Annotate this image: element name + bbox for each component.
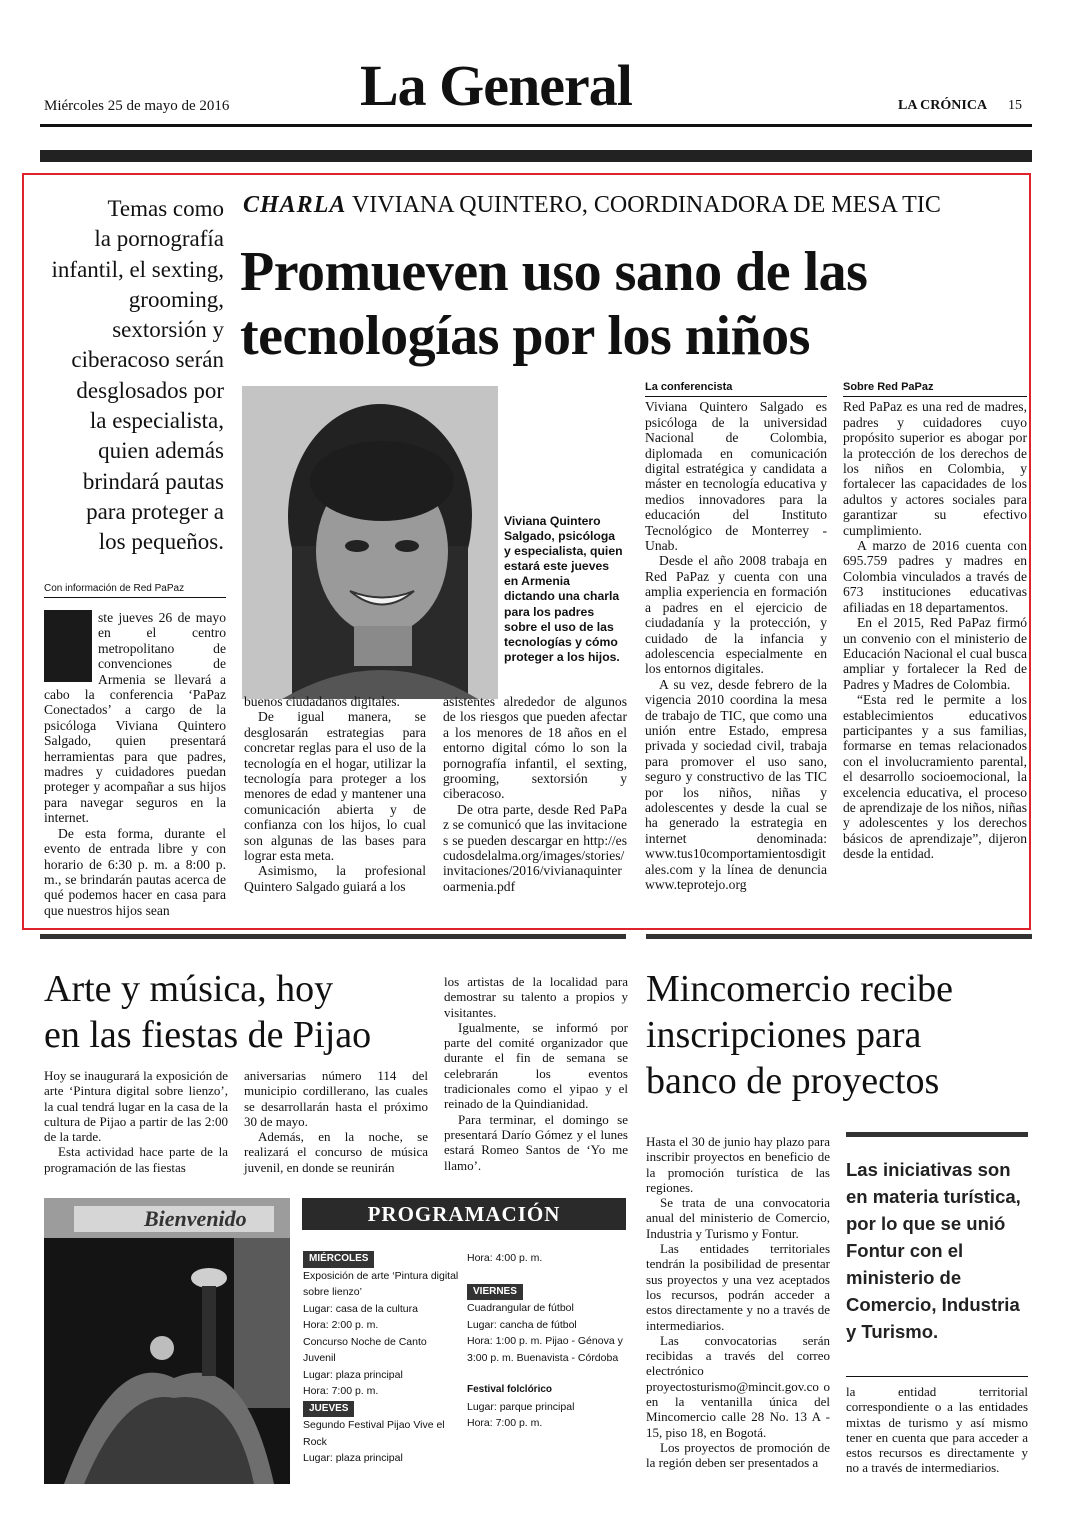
paragraph: la entidad territorial correspondiente o a las entidades mixtas de turismo y así mismo tener en cuenta que para acceder a estos recursos es directamente y no a través de intermediarios. [846,1384,1028,1476]
section-divider [40,934,626,939]
paragraph: Esta actividad hace parte de la programación de las fiestas [44,1144,228,1175]
paragraph: Hasta el 30 de junio hay plazo para inscribir proyectos en beneficio de la promoción turística de las regiones. [646,1134,830,1195]
headline-line-1: Promueven uso sano de las [240,241,868,303]
headline-line-3: banco de proyectos [646,1060,940,1102]
paragraph: Red PaPaz es una red de madres, padres y cuidadores cuyo propósito superior es abogar por la protección de los derechos de los niños en Colombia, y fortalecer las capacidades de los adultos y actores sociales para garantizar su efectivo cumplimiento. [843,399,1027,538]
section-heading: La conferencista [645,380,827,397]
paragraph: buenos ciudadanos digitales. [244,694,400,709]
prog-day: MIÉRCOLES [303,1251,374,1268]
prog-line: sobre lienzo’ [303,1286,362,1298]
prog-line: Hora: 4:00 p. m. [467,1252,543,1264]
prog-line: Hora: 1:00 p. m. Pijao - Génova y [467,1335,623,1347]
prog-day: VIERNES [467,1284,523,1301]
info-credit: Con información de Red PaPaz [44,583,226,598]
drop-cap: E [44,610,92,680]
paragraph: Hoy se inaugurará la exposición de arte ‘Pintura digital sobre lienzo’, la cual tendrá lugar en la casa de la cultura de Pijao a partir de las 2:00 de la tarde. [44,1068,228,1145]
prog-line: Lugar: plaza principal [303,1368,403,1381]
deck-line: ciberacoso serán [71,347,224,373]
section-title: La General [360,53,632,118]
article-column-4 [645,380,827,892]
arte-headline [44,966,371,1058]
paragraph: Igualmente, se informó por parte del comité organizador que durante el fin de semana se celebrarán los eventos tradicionales como el yipao y el reinado de la Quindianidad. [444,1019,628,1112]
prog-line: Lugar: plaza principal [303,1452,403,1464]
paper-name: LA CRÓNICA [898,98,988,113]
deck-line: desglosados por [76,377,224,403]
paragraph: A su vez, desde febrero de la vigencia 2010 coordina la mesa de trabajo de TIC, que como una unión entre Estado, empresa privada y sociedad civil, trabaja para promover el uso sano, seguro y constructivo de las TIC por los niños, niñas y adolescentes y desde la cual se ha generado la estrategia en internet denominada: www.tus10comportamientosdigitales.com y la línea de denuncia www.teprotejo.org [645,676,827,892]
paragraph: Desde el año 2008 trabaja en Red PaPaz y cuenta con una amplia experiencia en formación a padres en el ejercicio de ciudadanía y la protección, y cuidado de la infancia y adolescencia especialmente en los entornos digitales. [645,553,827,677]
paragraph: De esta forma, durante el evento de entrada libre y con horario de 6:30 p. m. a 8:00 p. m., se brindarán pautas acerca de qué podemos hacer en casa para que nuestros hijos sean [44,825,226,918]
pull-quote: Las iniciativas son en materia turística, por lo que se unió Fontur con el ministerio de Comercio, Industria y Turismo. [846,1159,1021,1342]
paragraph: De otra parte, desde Red PaPaz se comunicó que las invitaciones se pueden descargar en http://escudosdelalma.org/images/stories/invitaciones/2016/vivianaquinteroarmenia.pdf [443,801,627,894]
paragraph: asistentes alrededor de algunos de los riesgos que pueden afectar a los menores de 18 años en el entorno digital cómo lo son la pornografía infantil, el sexting, grooming, sextorsión y ciberacoso. [443,694,627,802]
section-divider [646,934,1032,939]
arte-column-2 [244,1068,428,1175]
header-date: Miércoles 25 de mayo de 2016 [44,98,230,114]
photo-caption: Viviana Quintero Salgado, psicóloga y especialista, quien estará este jueves en Armenia dictando una charla para los padres sobre el uso de las tecnologías y cómo proteger a los hijos. [504,514,623,664]
pullquote-rule [846,1132,1028,1137]
prog-line: Lugar: cancha de fútbol [467,1318,577,1331]
prog-line: Hora: 2:00 p. m. [303,1319,379,1331]
programacion-right [467,1250,627,1432]
deck-line: sextorsión y [112,317,224,343]
paragraph: De igual manera, se desglosarán estrategias para concretar reglas para el uso de la tecnología en el hogar, utilizar la tecnología para proteger a los menores de edad y mantener una comunicación abierta y de confianza con los hijos, lo cual son algunas de las bases para lograr esta meta. [244,709,426,864]
deck-line: para proteger a [86,498,224,524]
article-headline [240,240,867,368]
header-rule-thick [40,150,1032,162]
paragraph: Viviana Quintero Salgado es psicóloga de la universidad Nacional de Colombia, diplomada en comunicación digital estratégica y candidata a máster en tecnología educativa y medios innovadores para la educación del Instituto Tecnológico de Monterrey - Unab. [645,399,827,554]
kicker-text: VIVIANA QUINTERO, COORDINADORA DE MESA TIC [351,192,941,218]
paragraph: “Esta red le permite a los establecimientos educativos participantes y a sus familias, formarse en temas relacionados con el involucramiento parental, el desarrollo socioemocional, la excelencia educativa, el proceso de aprendizaje de los niños, niñas y adolescentes y los derechos básicos de aprendizaje”, dijeron desde la entidad. [843,692,1027,862]
prog-day-label [467,1283,627,1301]
portrait-photo [242,386,498,699]
deck-line: grooming, [128,286,224,312]
article-kicker [243,192,941,219]
deck-line: la especialista, [89,408,224,434]
prog-gap [467,1366,627,1382]
prog-day-label [303,1400,461,1418]
paragraph: Para terminar, el domingo se presentará Darío Gómez y el lunes estará Romeo Santos de ‘Yo me llamo’. [444,1111,628,1173]
article-column-3 [443,694,627,894]
arte-column-3 [444,974,628,1173]
headline-line-1: Mincomercio recibe [646,968,954,1010]
paragraph: Los proyectos de promoción de la región deben ser presentados a [646,1439,830,1471]
article-deck [38,194,224,558]
paragraph: los artistas de la localidad para demostrar su talento a propios y visitantes. [444,974,628,1020]
article-column-5 [843,380,1027,862]
page-number: 15 [1008,98,1022,113]
dance-photo [44,1198,290,1484]
prog-line: Cuadrangular de fútbol [467,1302,574,1314]
prog-line: Hora: 7:00 p. m. [303,1385,379,1397]
deck-line: brindará pautas [82,468,224,494]
paragraph: Las convocatorias serán recibidas a través del correo electrónico proyectosturismo@mincit.gov.co o en la ventanilla única del Mincomercio calle 28 No. 13 A - 15, piso 18, en Bogotá. [646,1332,830,1440]
deck-line: quien además [98,438,224,464]
article-column-2 [244,694,426,894]
prog-day-label [303,1250,461,1268]
minco-column-1 [646,1134,830,1471]
prog-subtitle: Festival folclórico [467,1384,553,1395]
prog-rows-left [303,1250,461,1467]
prog-line: Concurso Noche de Canto Juvenil [303,1335,427,1364]
paragraph: Asimismo, la profesional Quintero Salgado guiará a los [244,863,426,894]
arte-column-1 [44,1068,228,1175]
programacion-title: PROGRAMACIÓN [302,1198,626,1230]
paragraph: A marzo de 2016 cuenta con 695.759 padres y madres en Colombia vinculados a través de 673 instituciones educativas afiliadas en 18 departamentos. [843,538,1027,615]
paragraph: ste jueves 26 de mayo en el centro metropolitano de convenciones de Armenia se llevará a cabo la conferencia ‘PaPaz Conectados’ a cargo de la psicóloga Viviana Quintero Salgado, quien presentará herramientas para que padres, madres y cuidadores puedan proteger y acompañar a sus hijos para navegar seguros en la internet. [44,610,226,826]
pullquote-rule [846,1376,1028,1377]
headline-line-2: tecnologías por los niños [240,305,810,367]
prog-line: Hora: 7:00 p. m. [467,1417,543,1429]
paragraph: Además, en la noche, se realizará el concurso de música juvenil, en donde se reunirán [244,1129,428,1175]
header-rule [40,124,1032,127]
deck-line: infantil, el sexting, [51,256,224,282]
prog-gap [467,1267,627,1283]
prog-line: Exposición de arte ‘Pintura digital [303,1269,459,1282]
prog-day: JUEVES [303,1401,354,1418]
prog-line: Segundo Festival Pijao Vive el Rock [303,1419,445,1448]
headline-line-2: inscripciones para [646,1014,922,1056]
paragraph: aniversarias número 114 del municipio cordillerano, las cuales se desarrollarán hasta el próximo 30 de mayo. [244,1068,428,1129]
photo-banner-text: Bienvenido [144,1206,247,1231]
paragraph: Las entidades territoriales tendrán la posibilidad de presentar sus proyectos y una vez aceptados los recursos, podrán acceder a estos directamente y no a través de intermediarios. [646,1241,830,1333]
minco-column-2 [846,1384,1028,1476]
section-heading: Sobre Red PaPaz [843,380,1027,397]
prog-line: Lugar: casa de la cultura [303,1302,418,1315]
kicker-label: CHARLA [243,192,347,218]
deck-line: Temas como [107,196,224,221]
paragraph: Se trata de una convocatoria anual del ministerio de Comercio, Industria y Turismo y Fontur. [646,1195,830,1241]
programacion-left [303,1250,461,1467]
headline-line-1: Arte y música, hoy [44,968,334,1010]
prog-rows-right [467,1250,627,1432]
deck-line: los pequeños. [98,529,224,555]
paragraph: En el 2015, Red PaPaz firmó un convenio con el ministerio de Educación Nacional el cual busca ampliar y fortalecer la Red de Padres y Madres de Colombia. [843,615,1027,692]
article-column-1 [44,610,226,918]
headline-line-2: en las fiestas de Pijao [44,1014,372,1056]
minco-headline [646,966,953,1104]
prog-line: 3:00 p. m. Buenavista - Córdoba [467,1351,619,1364]
prog-line: Lugar: parque principal [467,1400,575,1413]
deck-line: la pornografía [94,226,224,252]
